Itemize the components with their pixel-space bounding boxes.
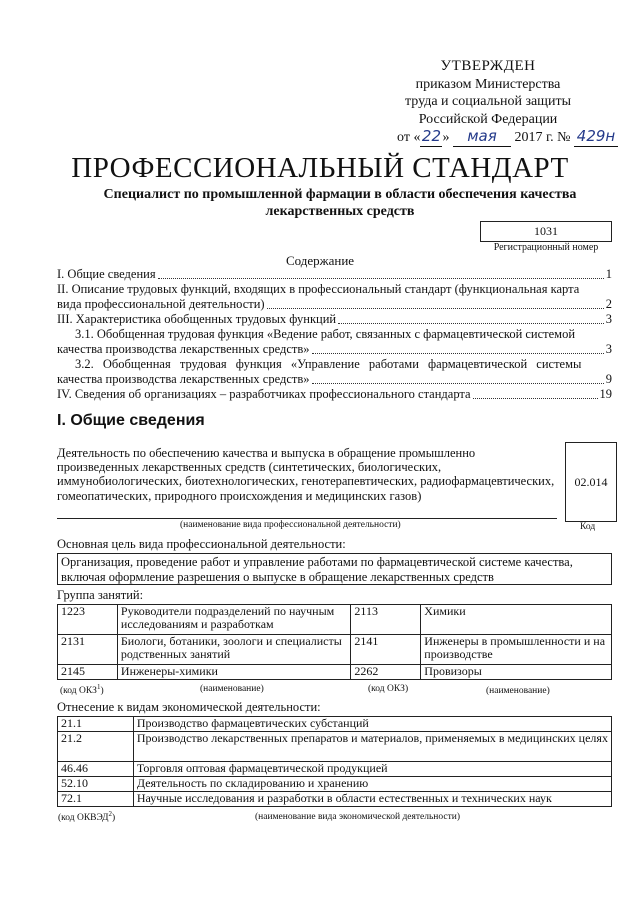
toc-item-line: 3.1. Обобщенная трудовая функция «Ведение работ, связанных с фармацевтической системой [75,327,576,341]
toc-item[interactable]: IV. Сведения об организациях – разработчиках профессионального стандарта 19 [57,387,612,401]
activity-name: Деятельность по обеспечению качества и выпуска в обращение промышленно произведенных лекарственных средств (синтетических, биологических, иммунобиологических, биотехнологических, генотерапевтических, радиофармацевтических, гомеопатических, природного происхождения и медицинских газов) [57,446,555,503]
occupations-label: Группа занятий: [57,588,144,602]
approval-title: УТВЕРЖДЕН [440,58,536,74]
activity-code-box: 02.014 [565,442,617,522]
registration-number-box: 1031 [480,221,612,242]
table-of-contents [57,267,612,402]
goal-text: Организация, проведение работ и управление работами по фармацевтической системе качества, включая оформление разрешения о выпуске в обращение лекарственных средств [57,553,612,585]
occupations-table [57,604,612,680]
page-subtitle: Специалист по промышленной фармации в области обеспечения качества лекарственных средств [103,187,577,219]
goal-label: Основная цель вида профессиональной деятельности: [57,537,346,551]
toc-item[interactable]: III. Характеристика обобщенных трудовых функций 3 [57,312,612,326]
approval-block [358,58,618,147]
handwritten-order-number: 429н [574,128,618,147]
econ-activities-table [57,716,612,807]
approval-line: труда и социальной защиты [405,94,571,109]
handwritten-day: 22 [421,127,442,145]
table-row: 2145 Инженеры-химики 2262 Провизоры [58,665,612,680]
page-title: ПРОФЕССИОНАЛЬНЫЙ СТАНДАРТ [71,152,569,184]
table-row: 46.46 Торговля оптовая фармацевтической продукцией [58,762,612,777]
table-row: 52.10 Деятельность по складированию и хранению [58,777,612,792]
table-row: 2131 Биологи, ботаники, зоологи и специалисты родственных занятий 2141 Инженеры в промышленности и на производстве [58,635,612,665]
section-heading: I. Общие сведения [57,412,205,429]
econ-caption-code: (код ОКВЭД$^2$) [58,810,116,824]
econ-label: Отнесение к видам экономической деятельности: [57,700,321,714]
handwritten-month: мая [453,128,511,147]
occ-caption-code: (код ОКЗ) [368,684,409,694]
toc-item-line: II. Описание трудовых функций, входящих в профессиональный стандарт (функциональная карта [57,282,580,296]
toc-item[interactable]: вида профессиональной деятельности) 2 [57,297,612,311]
occ-caption-code: (код ОКЗ$^1$) [60,683,104,697]
divider [57,518,557,519]
toc-item-line: 3.2. Обобщенная трудовая функция «Управление работами фармацевтической системы [75,357,582,371]
table-row: 72.1 Научные исследования и разработки в области естественных и технических наук [58,792,612,807]
approval-line: приказом Министерства [415,76,561,92]
activity-caption: (наименование вида профессиональной деятельности) [180,520,401,530]
table-row: 21.2 Производство лекарственных препаратов и материалов, применяемых в медицинских целях [58,732,612,762]
toc-title: Содержание [285,253,355,268]
code-caption: Код [580,522,596,532]
table-row: 1223 Руководители подразделений по научным исследованиям и разработкам 2113 Химики [58,605,612,635]
toc-item[interactable]: качества производства лекарственных средств» 3 [57,342,612,356]
occ-caption-name: (наименование) [486,686,550,696]
approval-line: Российской Федерации [418,111,558,127]
table-row: 21.1 Производство фармацевтических субстанций [58,717,612,732]
econ-caption-name: (наименование вида экономической деятельности) [255,812,460,822]
approval-date-line: от «22» мая 2017 г. № 429н [358,128,618,147]
registration-number-label: Регистрационный номер [493,242,599,253]
toc-item[interactable]: I. Общие сведения 1 [57,267,612,281]
occ-caption-name: (наименование) [200,684,264,694]
toc-item[interactable]: качества производства лекарственных средств» 9 [57,372,612,386]
